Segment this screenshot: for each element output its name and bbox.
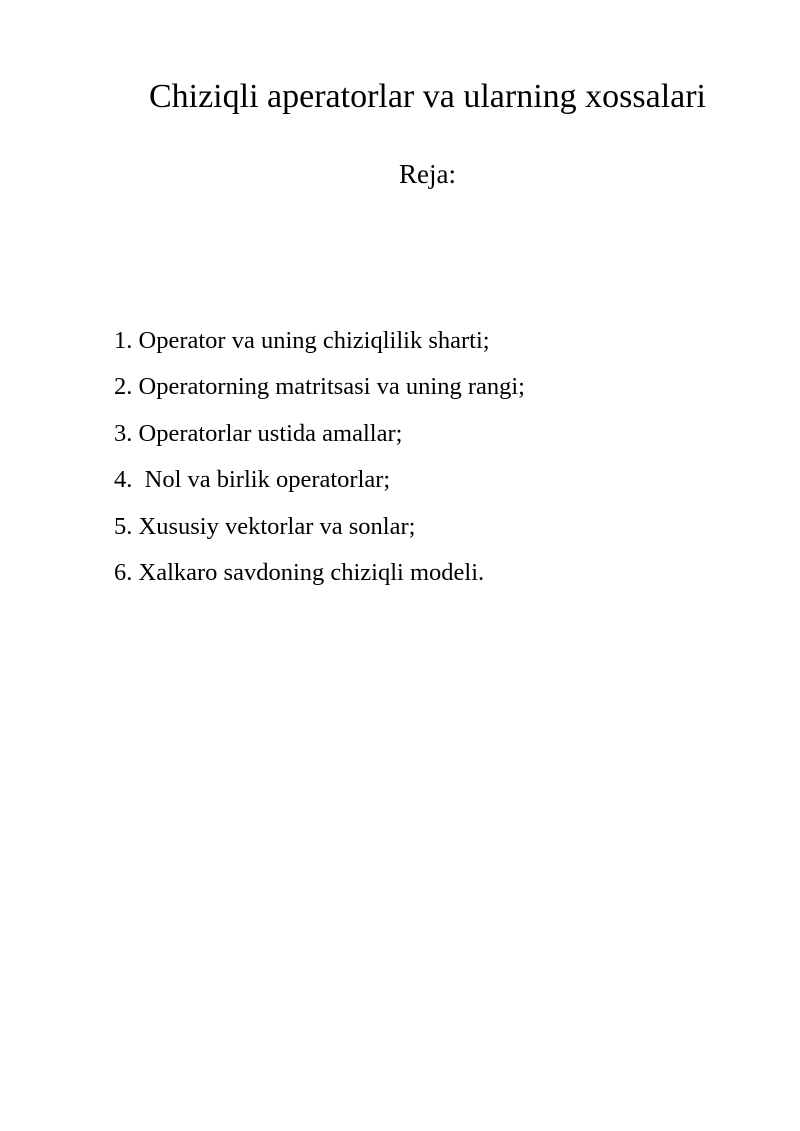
plan-item: 1. Operator va uning chiziqlilik sharti; (114, 327, 490, 354)
plan-item: 2. Operatorning matritsasi va uning rangi; (114, 373, 525, 401)
plan-list (114, 326, 525, 604)
plan-heading: Reja: (399, 159, 456, 189)
plan-item: 5. Xususiy vektorlar va sonlar; (114, 512, 416, 540)
plan-item: 6. Xalkaro savdoning chiziqli modeli. (114, 558, 485, 586)
plan-item: 4. Nol va birlik operatorlar; (114, 466, 391, 494)
plan-item: 3. Operatorlar ustida amallar; (114, 419, 403, 447)
page-title: Chiziqli aperatorlar va ularning xossalari (148, 78, 707, 115)
